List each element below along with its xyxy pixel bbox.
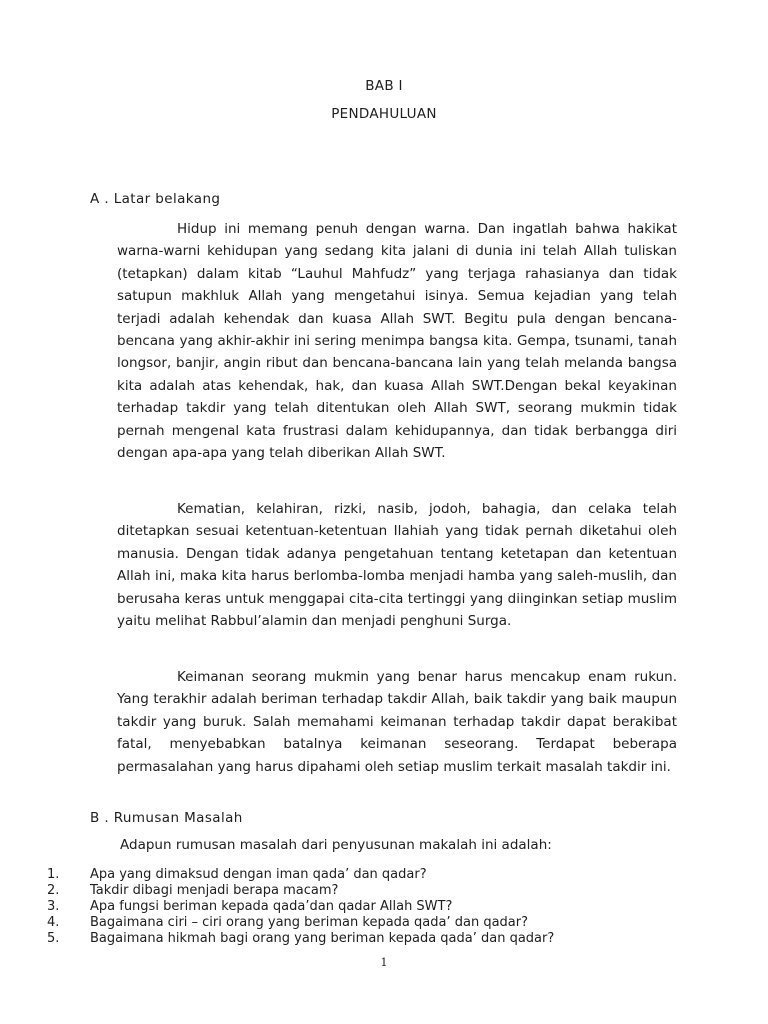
paragraph: Kematian, kelahiran, rizki, nasib, jodoh, bahagia, dan celaka telah ditetapkan sesuai ketentuan-ketentuan Ilahiah yang tidak pernah diketahui oleh manusia. Dengan tidak adanya pengetahuan tentang ketetapan dan ketentuan Allah ini, maka kita harus berlomba-lomba menjadi hamba yang saleh-muslih, dan berusaha keras untuk menggapai cita-cita tertinggi yang diinginkan setiap muslim yaitu melihat Rabbul’alamin dan menjadi penghuni Surga. bbox=[117, 501, 677, 630]
paragraph: Keimanan seorang mukmin yang benar harus mencakup enam rukun. Yang terakhir adalah beriman terhadap takdir Allah, baik takdir yang baik maupun takdir yang buruk. Salah memahami keimanan terhadap takdir dapat berakibat fatal, menyebabkan batalnya keimanan seseorang. Terdapat beberapa permasalahan yang harus dipahami oleh setiap muslim terkait masalah takdir ini. bbox=[117, 669, 677, 775]
paragraph: Hidup ini memang penuh dengan warna. Dan ingatlah bahwa hakikat warna-warni kehidupan yang sedang kita jalani di dunia ini telah Allah tuliskan (tetapkan) dalam kitab “Lauhul Mahfudz” yang terjaga rahasianya dan tidak satupun makhluk Allah yang mengetahui isinya. Semua kejadian yang telah terjadi adalah kehendak dan kuasa Allah SWT. Begitu pula dengan bencana-bencana yang akhir-akhir ini sering menimpa bangsa kita. Gempa, tsunami, tanah longsor, banjir, angin ribut dan bencana-bancana lain yang telah melanda bangsa kita adalah atas kehendak, hak, dan kuasa Allah SWT.Dengan bekal keyakinan terhadap takdir yang telah ditentukan oleh Allah SWT, seorang mukmin tidak pernah mengenal kata frustrasi dalam kehidupannya, dan tidak berbangga diri dengan apa-apa yang telah diberikan Allah SWT. bbox=[117, 221, 677, 462]
list-number: 3. bbox=[47, 899, 60, 914]
list-number: 4. bbox=[47, 915, 60, 930]
list-number: 1. bbox=[47, 867, 60, 882]
list-text: Takdir dibagi menjadi berapa macam? bbox=[90, 883, 339, 898]
list-number: 2. bbox=[47, 883, 60, 898]
section-b-intro: Adapun rumusan masalah dari penyusunan makalah ini adalah: bbox=[120, 837, 552, 853]
section-b-heading: B . Rumusan Masalah bbox=[90, 810, 243, 826]
list-text: Apa fungsi beriman kepada qada’dan qadar Allah SWT? bbox=[90, 899, 453, 914]
chapter-title: PENDAHULUAN bbox=[331, 106, 437, 122]
page-number: 1 bbox=[380, 956, 388, 969]
section-a-heading: A . Latar belakang bbox=[90, 191, 221, 207]
list-number: 5. bbox=[47, 931, 60, 946]
chapter-label: BAB I bbox=[365, 78, 403, 94]
list-text: Bagaimana hikmah bagi orang yang beriman kepada qada’ dan qadar? bbox=[90, 931, 555, 946]
list-text: Bagaimana ciri – ciri orang yang beriman kepada qada’ dan qadar? bbox=[90, 915, 528, 930]
list-text: Apa yang dimaksud dengan iman qada’ dan qadar? bbox=[90, 867, 427, 882]
